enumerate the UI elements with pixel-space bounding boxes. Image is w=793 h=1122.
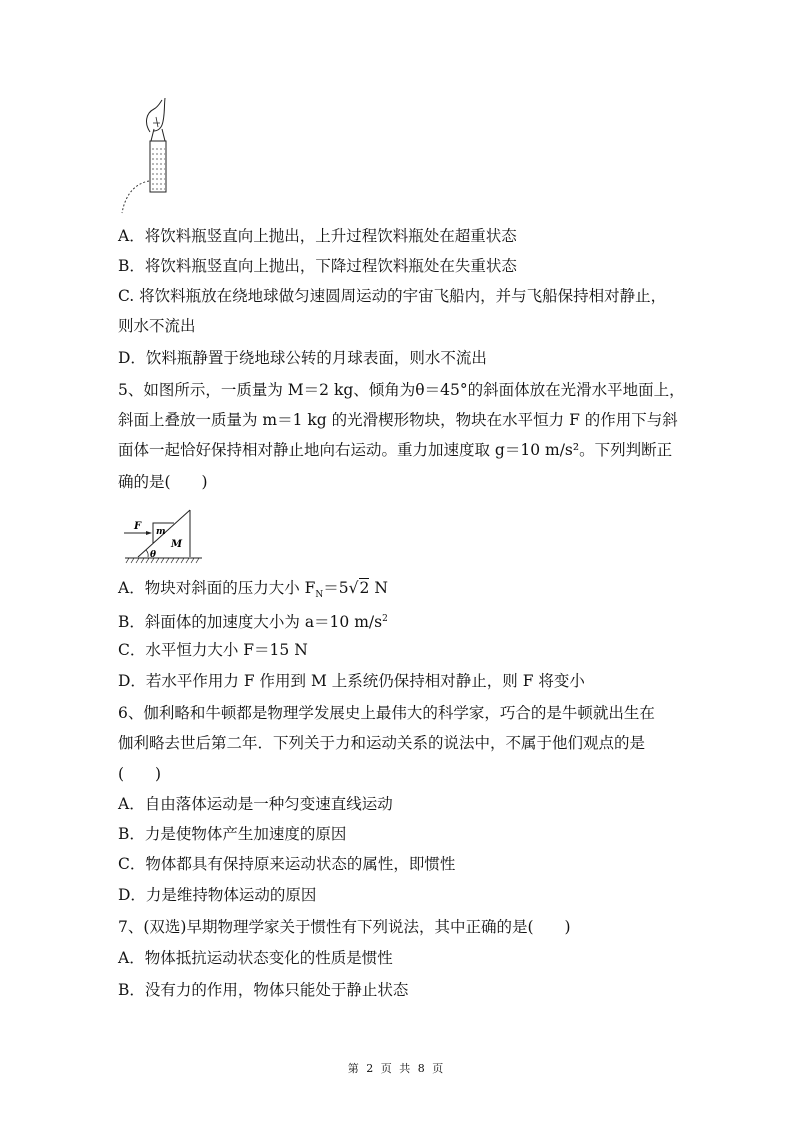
label-f: F [134, 521, 142, 532]
page-footer: 第 2 页 共 8 页 [347, 1062, 446, 1075]
label-theta: θ [150, 550, 157, 560]
q5-a-sub: N [315, 590, 324, 601]
label-m: m [156, 527, 166, 537]
q5-a-root: 2 [359, 579, 370, 597]
q6-stem-line1: 6、伽利略和牛顿都是物理学发展史上最伟大的科学家，巧合的是牛顿就出生在 [118, 704, 655, 722]
q6-option-b: B．力是使物体产生加速度的原因 [118, 825, 347, 843]
q4-option-b: B．将饮料瓶竖直向上抛出，下降过程饮料瓶处在失重状态 [118, 257, 517, 275]
q6-option-c: C．物体都具有保持原来运动状态的属性，即惯性 [118, 855, 456, 873]
q4-option-a: A．将饮料瓶竖直向上抛出，上升过程饮料瓶处在超重状态 [118, 227, 517, 245]
q5-a-text: A．物块对斜面的压力大小 F [118, 579, 316, 597]
q5-stem-line2: 斜面上叠放一质量为 m＝1 kg 的光滑楔形物块，物块在水平恒力 F 的作用下与斜 [118, 411, 678, 429]
q5-a-mid: ＝5 [323, 579, 349, 597]
incline-figure [110, 505, 220, 575]
q4-option-d: D．饮料瓶静置于绕地球公转的月球表面，则水不流出 [118, 349, 487, 367]
q5-a-unit: N [369, 579, 388, 597]
q5-stem-line4: 确的是( ) [118, 473, 208, 491]
q6-option-d: D．力是维持物体运动的原因 [118, 886, 317, 904]
q7-stem: 7、(双选)早期物理学家关于惯性有下列说法，其中正确的是( ) [118, 918, 571, 936]
q4-option-c-line1: C. 将饮料瓶放在绕地球做匀速圆周运动的宇宙飞船内，并与飞船保持相对静止， [118, 287, 667, 305]
q4-option-c-line2: 则水不流出 [118, 317, 196, 335]
q6-stem-line3: ( ) [118, 765, 162, 783]
q5-option-a: A．物块对斜面的压力大小 $F_N=5√2$ N [118, 579, 388, 601]
q5-stem-line1: 5、如图所示，一质量为 M＝2 kg、倾角为θ＝45°的斜面体放在光滑水平地面上， [118, 381, 685, 399]
q5-b-sup: 2 [382, 614, 388, 624]
q7-option-b: B．没有力的作用，物体只能处于静止状态 [118, 981, 409, 999]
q6-stem-line2: 伽利略去世后第二年．下列关于力和运动关系的说法中，不属于他们观点的是 [118, 734, 646, 752]
q5-b-text: B．斜面体的加速度大小为 a＝10 m/s [118, 613, 383, 632]
bottle-figure [110, 95, 210, 220]
q5-option-b [118, 609, 388, 632]
q5-stem-line3: 面体一起恰好保持相对静止地向右运动。重力加速度取 g＝10 m/s²。下列判断正 [118, 441, 673, 459]
q5-option-d: D．若水平作用力 F 作用到 M 上系统仍保持相对静止，则 F 将变小 [118, 672, 585, 690]
q5-option-c: C．水平恒力大小 F＝15 N [118, 641, 308, 659]
q7-option-a: A．物体抵抗运动状态变化的性质是惯性 [118, 949, 393, 967]
q6-option-a: A．自由落体运动是一种匀变速直线运动 [118, 795, 393, 813]
label-big-m: M [171, 539, 183, 550]
